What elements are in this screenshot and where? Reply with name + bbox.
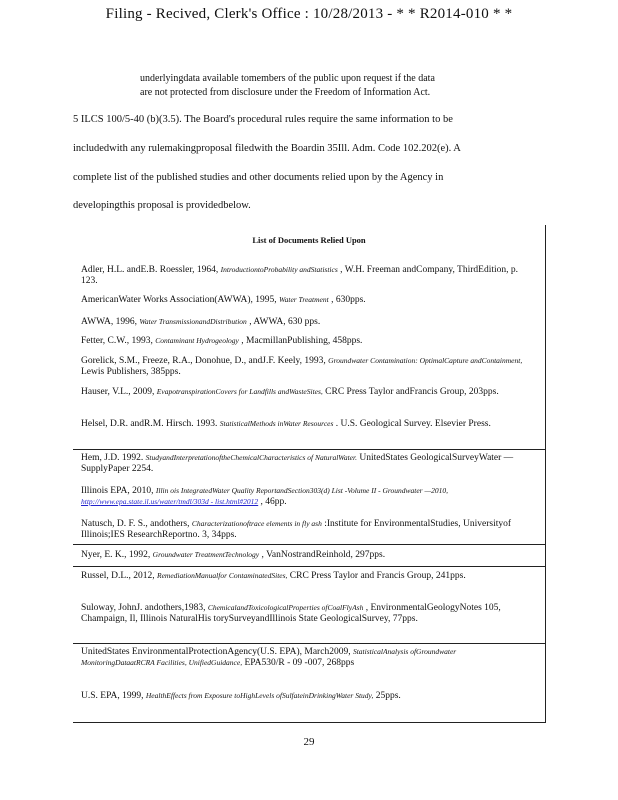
body-line: 5 ILCS 100/5-40 (b)(3.5). The Board's procedural rules require the same information to be: [73, 114, 453, 125]
reference-entry: Hem, J.D. 1992. StudyandInterpretationoftheChemicalCharacteristics of NaturalWater. UnitedStates GeologicalSurveyWater —SupplyPaper 2254.: [81, 453, 514, 474]
reference-entry: U.S. EPA, 1999, HealthEffects from Exposure toHighLevels ofSulfateinDrinkingWater Study, 25pps.: [81, 691, 401, 701]
reference-entry: Gorelick, S.M., Freeze, R.A., Donohue, D., andJ.F. Keely, 1993, Groundwater Contamination: OptimalCapture andContainment, Lewis Publishers, 385pps.: [81, 356, 523, 377]
table-title: List of Documents Relied Upon: [252, 235, 366, 245]
report-link[interactable]: http://www.epa.state.il.us/water/tmdl/303d - list.html#2012: [81, 496, 259, 506]
body-line: developingthis proposal is providedbelow.: [73, 200, 251, 211]
intro-line: are not protected from disclosure under the Freedom of Information Act.: [140, 87, 431, 98]
body-line: includedwith any rulemakingproposal filedwith the Boardin 35Ill. Adm. Code 102.202(e). A: [73, 143, 461, 154]
reference-entry: Russel, D.L., 2012, RemediationManualfor ContaminatedSites, CRC Press Taylor and Francis Group, 241pps.: [81, 571, 466, 581]
references-table: [73, 225, 546, 723]
reference-entry: Nyer, E. K., 1992, Groundwater TreatmentTechnology , VanNostrandReinhold, 297pps.: [81, 550, 386, 560]
reference-entry: Helsel, D.R. andR.M. Hirsch. 1993. StatisticalMethods inWater Resources . U.S. Geological Survey. Elsevier Press.: [81, 419, 491, 429]
reference-entry: AWWA, 1996, Water TransmissionandDistribution , AWWA, 630 pps.: [81, 317, 321, 327]
reference-entry: Adler, H.L. andE.B. Roessler, 1964, IntroductiontoProbability andStatistics , W.H. Freeman andCompany, ThirdEdition, p. 123.: [81, 265, 518, 286]
reference-entry: Hauser, V.L., 2009, EvapotranspirationCovers for Landfills andWasteSites, CRC Press Taylor andFrancis Group, 203pps.: [81, 387, 499, 397]
filing-header: Filing - Recived, Clerk's Office : 10/28/2013 - * * R2014-010 * *: [105, 6, 513, 22]
row-divider: [73, 566, 546, 567]
row-divider: [73, 449, 546, 450]
reference-entry: AmericanWater Works Association(AWWA), 1995, Water Treatment , 630pps.: [81, 295, 366, 305]
intro-line: underlyingdata available tomembers of the public upon request if the data: [140, 73, 435, 84]
reference-entry: Suloway, JohnJ. andothers,1983, ChemicalandToxicologicalProperties ofCoalFlyAsh , EnvironmentalGeologyNotes 105, Champaign, Il, Illinois NaturalHis torySurveyandIllinois State GeologicalSurvey, 77pps.: [81, 603, 501, 624]
row-divider: [73, 544, 546, 545]
reference-entry: Illinois EPA, 2010, Illin ois IntegratedWater Quality ReportandSection303(d) List -Volume II - Groundwater —2010, http://www.epa.state.il.us/water/tmdl/303d - list.html#2012 , 46pp.: [81, 486, 448, 507]
reference-entry: Natusch, D. F. S., andothers, Characterizationoftrace elements in fly ash :Institute for EnvironmentalStudies, Universityof Illinois;IES ResearchReportno. 3, 34pps.: [81, 519, 512, 540]
row-divider: [73, 643, 546, 644]
reference-entry: Fetter, C.W., 1993, Contaminant Hydrogeology , MacmillanPublishing, 458pps.: [81, 336, 363, 346]
reference-entry: UnitedStates EnvironmentalProtectionAgency(U.S. EPA), March2009, StatisticalAnalysis ofGroundwater MonitoringDataatRCRA Facilities, UnifiedGuidance, EPA530/R - 09 -007, 268pps: [81, 647, 457, 668]
page-number: 29: [303, 736, 315, 748]
body-line: complete list of the published studies and other documents relied upon by the Agency in: [73, 172, 444, 183]
